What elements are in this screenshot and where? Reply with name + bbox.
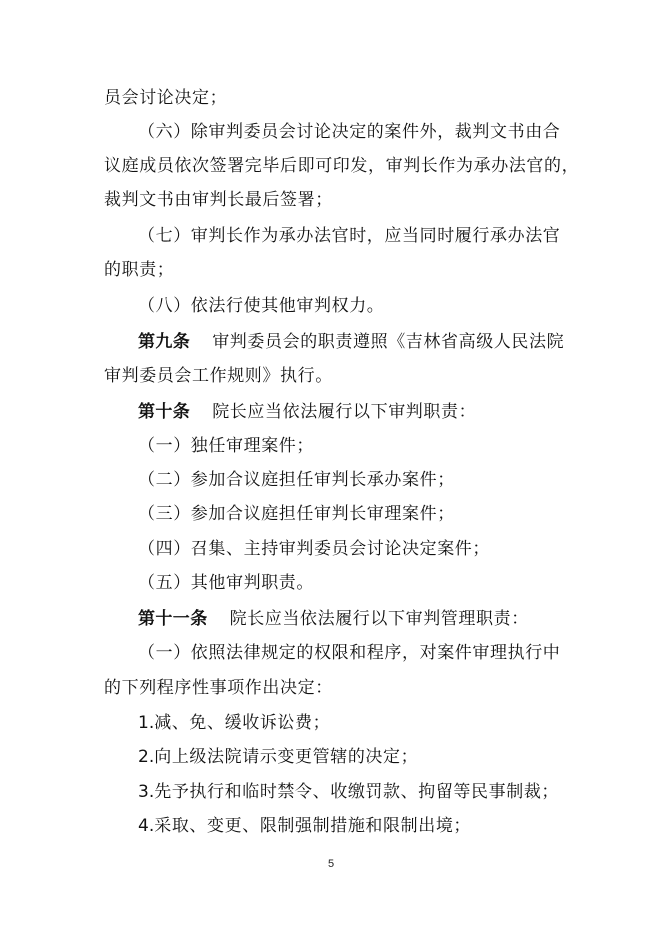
article-10-line: [138, 402, 608, 422]
article-11-line: [138, 609, 608, 629]
numbered-item: [138, 747, 608, 767]
numbered-item: [138, 782, 608, 802]
text-line: 裁判文书由审判长最后签署；: [104, 190, 333, 210]
text-line: 的下列程序性事项作出决定：: [104, 678, 333, 698]
text-line: （二）参加合议庭担任审判长承办案件；: [138, 470, 455, 490]
article-heading: 第十一条: [138, 609, 208, 629]
item-number: 3.: [138, 782, 155, 802]
item-number: 4.: [138, 816, 155, 836]
text-line: （五）其他审判职责。: [138, 573, 314, 593]
text-line: （一）依照法律规定的权限和程序，对案件审理执行中: [138, 643, 561, 663]
text-line: 员会讨论决定；: [104, 88, 228, 108]
item-number: 2.: [138, 747, 155, 767]
text-line: 的职责；: [104, 260, 175, 280]
article-text: 院长应当依法履行以下审判职责：: [212, 402, 477, 422]
numbered-item: [138, 713, 608, 733]
article-text: 院长应当依法履行以下审判管理职责：: [229, 609, 529, 629]
text-line: （八）依法行使其他审判权力。: [138, 296, 385, 316]
text-line: （六）除审判委员会讨论决定的案件外，裁判文书由合: [138, 122, 561, 142]
text-line: （一）独任审理案件；: [138, 436, 314, 456]
text-line: （三）参加合议庭担任审判长审理案件；: [138, 504, 455, 524]
text-line: （四）召集、主持审判委员会讨论决定案件；: [138, 539, 490, 559]
page-number: 5: [327, 858, 335, 870]
article-heading: 第九条: [138, 332, 191, 352]
numbered-item: [138, 816, 608, 836]
item-text: 采取、变更、限制强制措施和限制出境；: [154, 816, 472, 836]
article-heading: 第十条: [138, 402, 191, 422]
article-9-line: [138, 332, 608, 352]
item-number: 1.: [138, 713, 155, 733]
text-line: 议庭成员依次签署完毕后即可印发，审判长作为承办法官的，: [104, 156, 580, 176]
text-line: （七）审判长作为承办法官时，应当同时履行承办法官: [138, 226, 561, 246]
item-text: 减、免、缓收诉讼费；: [154, 713, 331, 733]
article-text: 审判委员会的职责遵照《吉林省高级人民法院: [212, 332, 565, 352]
text-line: 审判委员会工作规则》执行。: [104, 366, 333, 386]
item-text: 向上级法院请示变更管辖的决定；: [154, 747, 419, 767]
item-text: 先予执行和临时禁令、收缴罚款、拘留等民事制裁；: [154, 782, 560, 802]
